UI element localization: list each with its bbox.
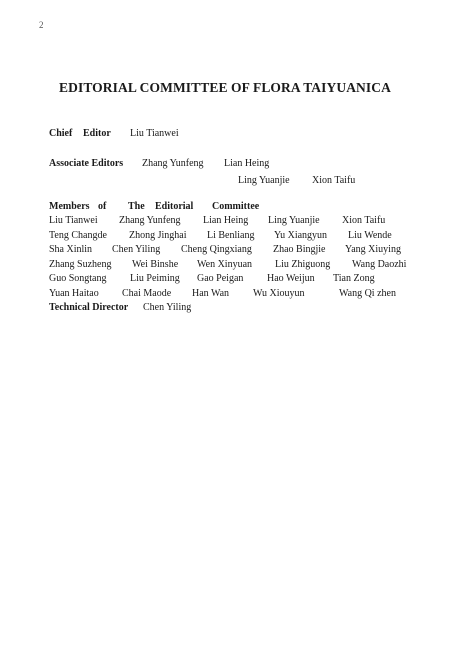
member-name: Han Wan <box>192 288 230 299</box>
member-name: Liu Zhiguong <box>275 259 331 270</box>
member-name: Yu Xiangyun <box>274 230 328 241</box>
member-name: Yang Xiuying <box>345 244 401 255</box>
technical-director-label: Technical Director <box>49 302 129 313</box>
member-name: Wei Binshe <box>132 259 179 270</box>
member-name: Liu Peiming <box>130 273 180 284</box>
member-name: Chen Yiling <box>112 244 161 255</box>
member-name: Wen Xinyuan <box>197 259 253 270</box>
member-name: Xion Taifu <box>342 215 386 226</box>
members-label-word: Editorial <box>155 201 194 212</box>
member-name: Sha Xinlin <box>49 244 93 255</box>
technical-director-name: Chen Yiling <box>143 302 192 313</box>
associate-editor-name: Ling Yuanjie <box>238 175 290 186</box>
member-name: Teng Changde <box>49 230 107 241</box>
member-name: Gao Peigan <box>197 273 244 284</box>
members-label-word: Committee <box>212 201 260 212</box>
member-name: Wu Xiouyun <box>253 288 305 299</box>
member-name: Wang Qi zhen <box>339 288 396 299</box>
member-name: Lian Heing <box>203 215 249 226</box>
member-name: Guo Songtang <box>49 273 107 284</box>
members-label-word: The <box>128 201 145 212</box>
member-name: Wang Daozhi <box>352 259 407 270</box>
chief-editor-name: Liu Tianwei <box>130 128 179 139</box>
member-name: Liu Wende <box>348 230 392 241</box>
member-name: Cheng Qingxiang <box>181 244 252 255</box>
member-name: Zhang Yunfeng <box>119 215 181 226</box>
associate-editor-name: Xion Taifu <box>312 175 356 186</box>
member-name: Zhao Bingjie <box>273 244 326 255</box>
member-name: Liu Tianwei <box>49 215 98 226</box>
member-name: Chai Maode <box>122 288 172 299</box>
member-name: Tian Zong <box>333 273 375 284</box>
associate-editors-label: Associate Editors <box>49 158 124 169</box>
member-name: Li Benliang <box>207 230 255 241</box>
associate-editor-name: Lian Heing <box>224 158 270 169</box>
members-label-word: Members <box>49 201 90 212</box>
page-title: EDITORIAL COMMITTEE OF FLORA TAIYUANICA <box>59 80 391 95</box>
member-name: Ling Yuanjie <box>268 215 320 226</box>
chief-label-word: Chief <box>49 128 73 139</box>
member-name: Hao Weijun <box>267 273 315 284</box>
associate-editor-name: Zhang Yunfeng <box>142 158 204 169</box>
page-mark: 2 <box>39 20 44 30</box>
member-name: Zhang Suzheng <box>49 259 112 270</box>
editor-label-word: Editor <box>83 128 111 139</box>
member-name: Zhong Jinghai <box>129 230 187 241</box>
member-name: Yuan Haitao <box>49 288 99 299</box>
members-label-word: of <box>98 201 107 212</box>
